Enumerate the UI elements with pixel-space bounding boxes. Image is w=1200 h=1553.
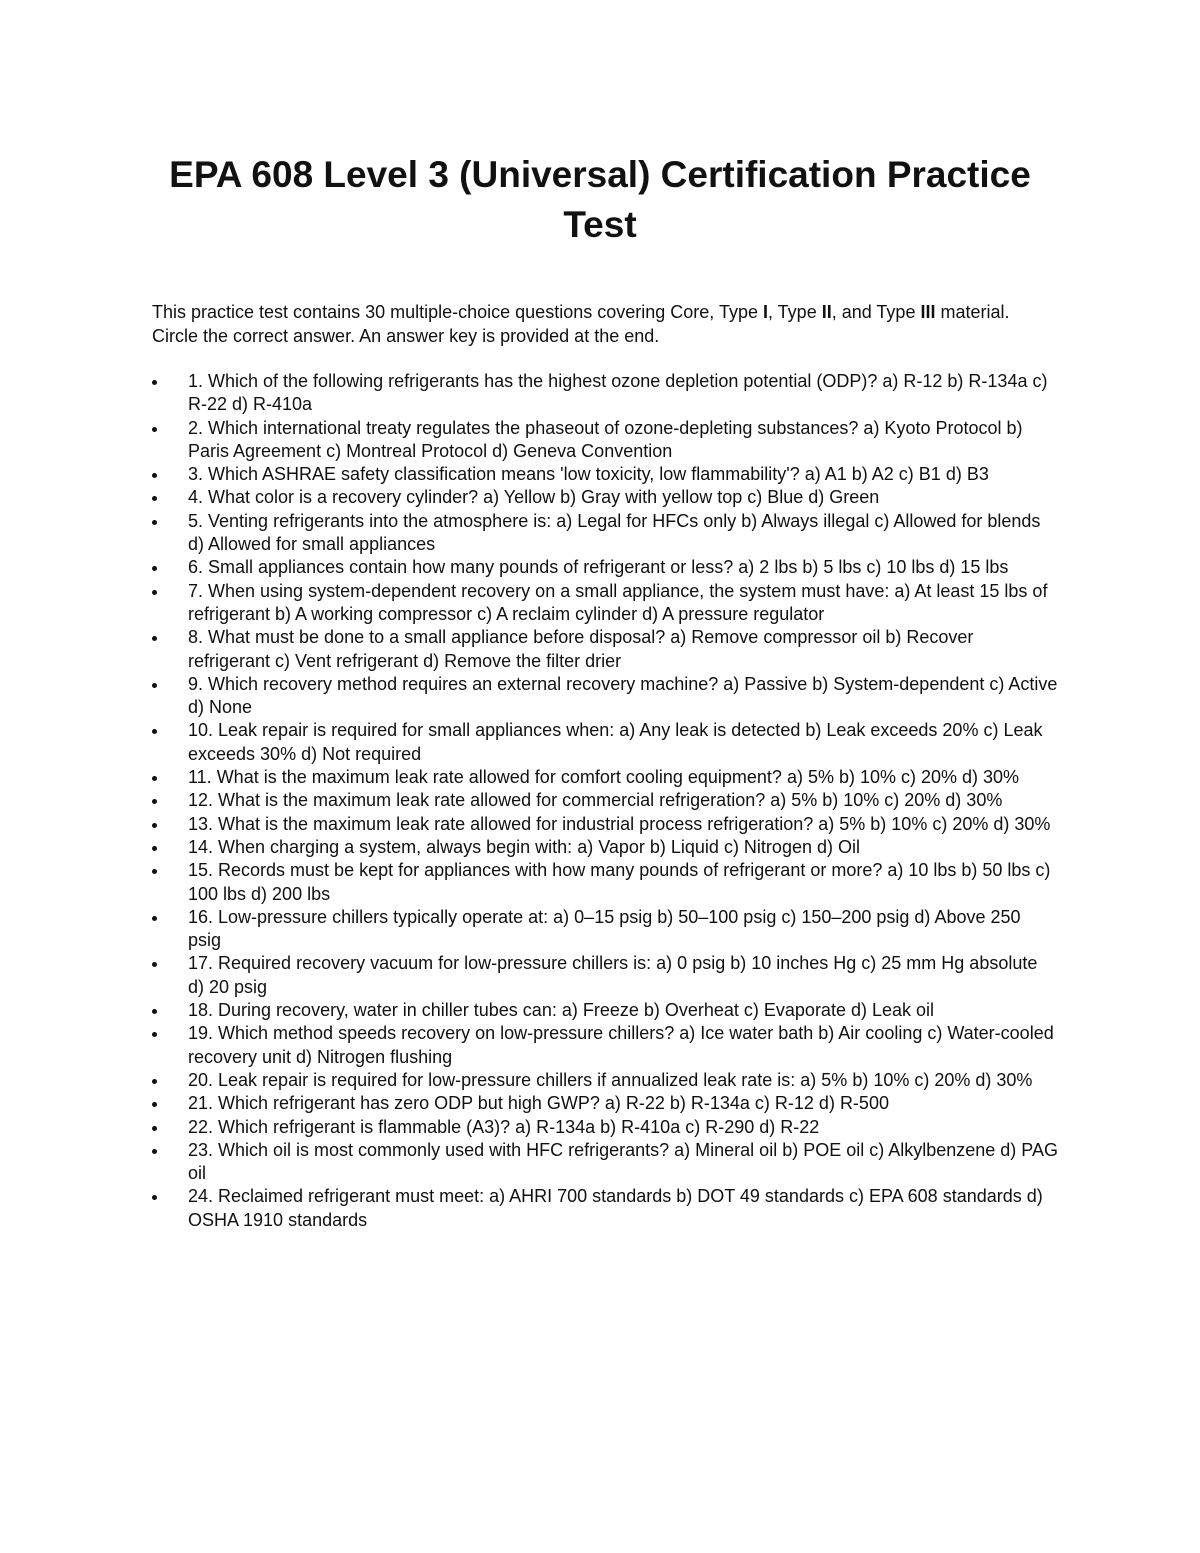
bullet-icon — [152, 636, 157, 641]
question-text: 7. When using system-dependent recovery on a small appliance, the system must have: a) At least 15 lbs of refrigerant b) A working compressor c) A reclaim cylinder d) A pressure regulator — [188, 580, 1048, 624]
question-text: 17. Required recovery vacuum for low-pressure chillers is: a) 0 psig b) 10 inches Hg c) 25 mm Hg absolute d) 20 psig — [188, 953, 1038, 997]
question-item — [0, 486, 1058, 509]
bullet-icon — [152, 1126, 157, 1131]
bullet-icon — [152, 823, 157, 828]
bullet-icon — [152, 496, 157, 501]
question-text: 24. Reclaimed refrigerant must meet: a) AHRI 700 standards b) DOT 49 standards c) EPA 608 standards d) OSHA 1910 standards — [188, 1186, 1043, 1230]
question-item — [0, 370, 1058, 417]
question-text: 19. Which method speeds recovery on low-pressure chillers? a) Ice water bath b) Air cooling c) Water-cooled recovery unit d) Nitrogen flushing — [188, 1023, 1054, 1067]
bullet-icon — [152, 590, 157, 595]
bullet-icon — [152, 1102, 157, 1107]
bullet-icon — [152, 380, 157, 385]
bullet-icon — [152, 683, 157, 688]
intro-text-3: , and Type — [831, 302, 921, 322]
question-item — [0, 1116, 1058, 1139]
question-text: 22. Which refrigerant is flammable (A3)? a) R-134a b) R-410a c) R-290 d) R-22 — [188, 1116, 820, 1137]
bullet-icon — [152, 566, 157, 571]
question-text: 14. When charging a system, always begin with: a) Vapor b) Liquid c) Nitrogen d) Oil — [188, 836, 860, 857]
question-item — [0, 417, 1058, 464]
question-text: 13. What is the maximum leak rate allowed for industrial process refrigeration? a) 5% b) 10% c) 20% d) 30% — [188, 813, 1051, 834]
bullet-icon — [152, 1032, 157, 1037]
intro-paragraph — [152, 300, 1032, 348]
question-text: 10. Leak repair is required for small appliances when: a) Any leak is detected b) Leak exceeds 20% c) Leak exceeds 30% d) Not required — [188, 720, 1043, 764]
bullet-icon — [152, 916, 157, 921]
question-text: 18. During recovery, water in chiller tubes can: a) Freeze b) Overheat c) Evaporate d) Leak oil — [188, 1000, 935, 1021]
question-item — [0, 952, 1058, 999]
bullet-icon — [152, 729, 157, 734]
question-item — [0, 673, 1058, 720]
question-item — [0, 1022, 1058, 1069]
question-text: 3. Which ASHRAE safety classification means 'low toxicity, low flammability'? a) A1 b) A2 c) B1 d) B3 — [188, 464, 989, 485]
bullet-icon — [152, 427, 157, 432]
bullet-icon — [152, 799, 157, 804]
intro-text-2: , Type — [768, 302, 822, 322]
question-text: 6. Small appliances contain how many pounds of refrigerant or less? a) 2 lbs b) 5 lbs c) 10 lbs d) 15 lbs — [188, 557, 1009, 578]
bullet-icon — [152, 1009, 157, 1014]
question-text: 15. Records must be kept for appliances with how many pounds of refrigerant or more? a) 10 lbs b) 50 lbs c) 100 lbs d) 200 lbs — [188, 860, 1051, 904]
question-item — [0, 1139, 1058, 1186]
bullet-icon — [152, 1195, 157, 1200]
bullet-icon — [152, 776, 157, 781]
question-text: 11. What is the maximum leak rate allowed for comfort cooling equipment? a) 5% b) 10% c) 20% d) 30% — [188, 767, 1020, 788]
question-item — [0, 1069, 1058, 1092]
question-list — [0, 370, 1200, 1232]
question-text: 9. Which recovery method requires an external recovery machine? a) Passive b) System-dependent c) Active d) None — [188, 673, 1058, 718]
question-text: 20. Leak repair is required for low-pressure chillers if annualized leak rate is: a) 5% b) 10% c) 20% d) 30% — [188, 1069, 1033, 1090]
page-title: EPA 608 Level 3 (Universal) Certification Practice Test — [169, 154, 1031, 245]
question-text: 1. Which of the following refrigerants has the highest ozone depletion potential (ODP)? a) R-12 b) R-134a c) R-22 d) R-410a — [188, 371, 1048, 415]
question-text: 2. Which international treaty regulates the phaseout of ozone-depleting substances? a) Kyoto Protocol b) Paris Agreement c) Montreal Protocol d) Geneva Convention — [188, 417, 1023, 461]
bullet-icon — [152, 520, 157, 525]
intro-type-2: II — [821, 302, 832, 322]
bullet-icon — [152, 846, 157, 851]
question-item — [0, 556, 1058, 579]
question-item — [0, 766, 1058, 789]
question-item — [0, 906, 1058, 953]
question-item — [0, 813, 1058, 836]
question-item — [0, 580, 1058, 627]
question-text: 16. Low-pressure chillers typically operate at: a) 0–15 psig b) 50–100 psig c) 150–200 psig d) Above 250 psig — [188, 906, 1021, 951]
question-item — [0, 463, 1058, 486]
question-item — [0, 1092, 1058, 1115]
question-item — [0, 859, 1058, 906]
question-item — [0, 626, 1058, 673]
question-text: 12. What is the maximum leak rate allowed for commercial refrigeration? a) 5% b) 10% c) 20% d) 30% — [188, 790, 1003, 811]
question-item — [0, 836, 1058, 859]
bullet-icon — [152, 869, 157, 874]
question-text: 5. Venting refrigerants into the atmosphere is: a) Legal for HFCs only b) Always illegal c) Allowed for blends d) Allowed for small appliances — [188, 510, 1041, 555]
intro-type-3: III — [920, 302, 936, 322]
question-item — [0, 999, 1058, 1022]
question-text: 23. Which oil is most commonly used with HFC refrigerants? a) Mineral oil b) POE oil c) Alkylbenzene d) PAG oil — [188, 1139, 1058, 1184]
question-text: 4. What color is a recovery cylinder? a) Yellow b) Gray with yellow top c) Blue d) Green — [188, 487, 880, 508]
bullet-icon — [152, 473, 157, 478]
intro-text-4: material. Circle the correct answer. An answer key is provided at the end. — [152, 302, 1010, 346]
question-text: 8. What must be done to a small appliance before disposal? a) Remove compressor oil b) Recover refrigerant c) Vent refrigerant d) Remove the filter drier — [188, 627, 974, 671]
question-text: 21. Which refrigerant has zero ODP but high GWP? a) R-22 b) R-134a c) R-12 d) R-500 — [188, 1093, 889, 1114]
question-item — [0, 789, 1058, 812]
intro-type-1: I — [762, 302, 768, 322]
bullet-icon — [152, 962, 157, 967]
bullet-icon — [152, 1149, 157, 1154]
bullet-icon — [152, 1079, 157, 1084]
question-item — [0, 510, 1058, 557]
question-item — [0, 1185, 1058, 1232]
intro-text-1: This practice test contains 30 multiple-choice questions covering Core, Type — [152, 302, 763, 322]
question-item — [0, 719, 1058, 766]
